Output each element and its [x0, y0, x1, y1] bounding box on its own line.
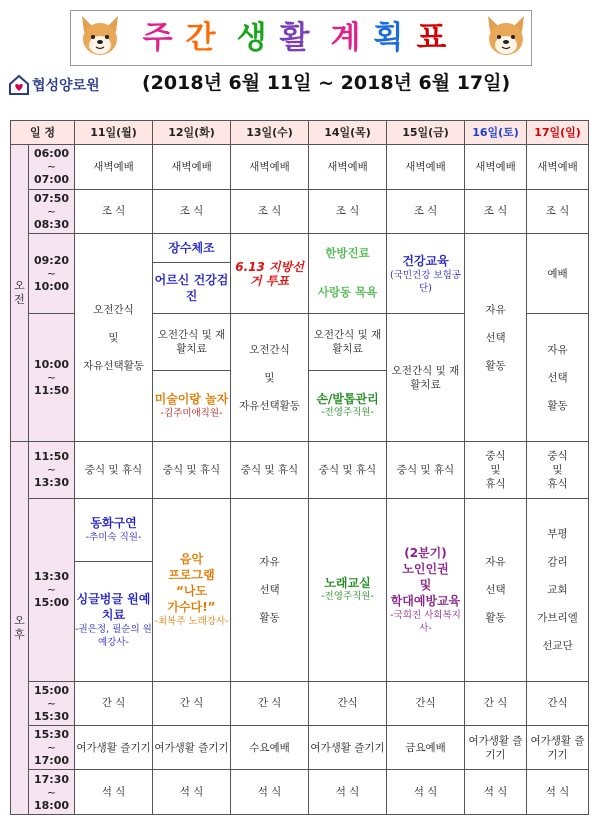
- cell-line: 프로그램: [168, 568, 215, 583]
- cell-line: 싱글벙글 원예치료: [76, 592, 151, 623]
- schedule-cell: 간식: [387, 681, 465, 725]
- cell-line: 활동: [547, 399, 568, 412]
- time-start: 13:30: [33, 570, 69, 584]
- weekly-schedule-table: [10, 120, 589, 815]
- schedule-period: (2018년 6월 11일 ~ 2018년 6월 17일): [142, 72, 511, 94]
- cell-line: 건강교육: [402, 253, 449, 268]
- schedule-cell: 6.13 지방선거 투표: [231, 234, 309, 314]
- house-heart-icon: [8, 74, 30, 96]
- time-end: 10:00: [33, 280, 69, 293]
- cell-block: [75, 499, 152, 561]
- title-char: 주: [142, 20, 186, 56]
- schedule-cell: 간 식: [153, 681, 231, 725]
- schedule-cell: [387, 234, 465, 314]
- schedule-cell: 새벽예배: [309, 145, 387, 189]
- schedule-cell: [231, 498, 309, 681]
- cell-line: 사랑동 목욕: [317, 284, 378, 299]
- cell-line: 자유: [485, 555, 506, 568]
- cell-line: 선택: [547, 371, 568, 384]
- time-end: 17:00: [33, 754, 69, 768]
- schedule-cell: [75, 234, 153, 442]
- cell-line: 가브리엘: [537, 611, 578, 624]
- time-tilde: ~: [46, 785, 57, 799]
- cell-line: 및: [264, 371, 275, 384]
- time-end: 07:00: [33, 173, 69, 187]
- schedule-cell: 여가생활 즐기기: [153, 726, 231, 770]
- schedule-cell: 오전간식 및 재활치료: [387, 313, 465, 441]
- schedule-cell: [309, 498, 387, 681]
- schedule-cell: 여가생활 즐기기: [465, 726, 527, 770]
- schedule-cell: 예배: [527, 234, 589, 314]
- schedule-cell: 석 식: [231, 770, 309, 815]
- day-header: 13일(수): [231, 121, 309, 145]
- schedule-cell: 석 식: [527, 770, 589, 815]
- cell-line: 교회: [547, 583, 568, 596]
- am-char: 전: [14, 293, 25, 307]
- cell-line: 선택: [485, 331, 506, 344]
- schedule-cell: 중식 및 휴식: [309, 442, 387, 499]
- title-char: 획: [373, 20, 417, 56]
- time-cell: [29, 145, 75, 189]
- cell-line: 학대예방교육: [390, 593, 461, 608]
- cell-line: -전영주직원-: [321, 591, 374, 603]
- title-char: 간: [185, 20, 229, 56]
- org-name: 협성양로원: [32, 78, 100, 94]
- cell-line: 선교단: [542, 639, 573, 652]
- cell-line: 가수다!”: [167, 600, 216, 615]
- schedule-cell: 새벽예배: [465, 145, 527, 189]
- time-cell: [29, 442, 75, 499]
- cell-line: 오전간식 및 재활치료: [313, 328, 382, 355]
- page-header: [0, 0, 600, 118]
- schedule-cell: 새벽예배: [527, 145, 589, 189]
- cell-line: 자유: [547, 343, 568, 356]
- cell-line: 선택: [485, 583, 506, 596]
- schedule-cell: [153, 498, 231, 681]
- corner-header: 일 정: [11, 121, 75, 145]
- cell-line: 자유선택활동: [83, 359, 144, 372]
- cell-line: 중식: [485, 449, 506, 462]
- page-title: [71, 11, 531, 65]
- pm-label: [11, 442, 29, 815]
- pm-char: 후: [14, 628, 25, 642]
- schedule-cell: 간 식: [75, 681, 153, 725]
- schedule-cell: 간 식: [465, 681, 527, 725]
- schedule-cell: 새벽예배: [75, 145, 153, 189]
- time-tilde: ~: [46, 267, 57, 280]
- schedule-cell: [465, 442, 527, 499]
- schedule-cell: 여가생활 즐기기: [309, 726, 387, 770]
- title-box: [70, 10, 532, 66]
- time-start: 11:50: [33, 450, 69, 464]
- schedule-cell: 간 식: [231, 681, 309, 725]
- schedule-cell: [231, 313, 309, 441]
- schedule-cell: [527, 313, 589, 441]
- am-char: 오: [14, 279, 25, 293]
- cell-line: 어르신 건강검진: [153, 262, 230, 312]
- title-char: 계: [330, 20, 374, 56]
- time-tilde: ~: [46, 696, 57, 710]
- cell-line: 동화구연: [90, 516, 137, 531]
- schedule-cell: 조 식: [309, 189, 387, 233]
- time-start: 07:50: [33, 191, 69, 205]
- cell-line: -전영주직원-: [321, 406, 374, 418]
- time-cell: [29, 189, 75, 233]
- cell-block: [75, 561, 152, 679]
- schedule-cell: [527, 498, 589, 681]
- cell-line: (2분기): [404, 545, 447, 560]
- schedule-cell: [309, 234, 387, 314]
- time-start: 10:00: [33, 358, 69, 372]
- cell-line: 활동: [259, 611, 280, 624]
- cell-line: -권은정, 필순의 원예강사-: [75, 624, 152, 649]
- time-end: 18:00: [33, 798, 69, 812]
- cell-line: 노인인권: [402, 561, 449, 576]
- cell-line: 선택: [259, 583, 280, 596]
- time-tilde: ~: [46, 463, 57, 477]
- day-header: 15일(금): [387, 121, 465, 145]
- time-start: 17:30: [33, 772, 69, 786]
- day-header-row: [11, 121, 589, 145]
- schedule-cell: 석 식: [309, 770, 387, 815]
- schedule-cell: 간식: [527, 681, 589, 725]
- cell-line: 장수체조: [168, 241, 215, 256]
- schedule-cell: 여가생활 즐기기: [527, 726, 589, 770]
- cell-line: 감리: [547, 555, 568, 568]
- schedule-cell: 조 식: [75, 189, 153, 233]
- cell-line: (국민건강 보험공단): [390, 269, 461, 294]
- time-cell: [29, 681, 75, 725]
- cell-line: -김주미애직원-: [160, 407, 223, 419]
- schedule-cell: 석 식: [75, 770, 153, 815]
- am-label: [11, 145, 29, 442]
- day-header: 17일(일): [527, 121, 589, 145]
- time-cell: [29, 726, 75, 770]
- time-end: 11:50: [33, 384, 69, 398]
- org-logo: [8, 74, 128, 96]
- schedule-cell: [153, 313, 231, 441]
- schedule-cell: [309, 313, 387, 441]
- cell-line: 노래교실: [324, 576, 371, 591]
- cell-line: 오전간식: [249, 343, 290, 356]
- cell-line: 자유선택활동: [239, 399, 300, 412]
- schedule-cell: [465, 498, 527, 681]
- day-header: 12일(화): [153, 121, 231, 145]
- cell-line: 부평: [547, 527, 568, 540]
- schedule-cell: [387, 498, 465, 681]
- time-start: 09:20: [33, 254, 69, 267]
- schedule-cell: 석 식: [465, 770, 527, 815]
- cell-line: 휴식: [485, 477, 506, 490]
- pm-char: 오: [14, 614, 25, 628]
- time-tilde: ~: [46, 583, 57, 597]
- schedule-cell: 조 식: [465, 189, 527, 233]
- schedule-cell: 석 식: [153, 770, 231, 815]
- dog-icon: [482, 12, 530, 60]
- time-tilde: ~: [46, 741, 57, 755]
- time-tilde: ~: [46, 160, 57, 174]
- title-char: 활: [279, 20, 323, 56]
- schedule-cell: 조 식: [231, 189, 309, 233]
- schedule-cell: 간식: [309, 681, 387, 725]
- cell-line: 오전간식 및 재활치료: [157, 328, 226, 355]
- time-end: 08:30: [33, 217, 69, 231]
- time-start: 15:30: [33, 728, 69, 742]
- time-end: 13:30: [33, 476, 69, 490]
- time-cell: [29, 234, 75, 314]
- schedule-cell: [75, 498, 153, 681]
- schedule-cell: [153, 234, 231, 314]
- title-char: 생: [236, 20, 280, 56]
- schedule-cell: 조 식: [527, 189, 589, 233]
- cell-line: “나도: [175, 584, 208, 599]
- time-cell: [29, 770, 75, 815]
- cell-line: 및: [490, 463, 501, 476]
- schedule-cell: 중식 및 휴식: [153, 442, 231, 499]
- schedule-cell: 금요예배: [387, 726, 465, 770]
- cell-line: 중식: [547, 449, 568, 462]
- time-tilde: ~: [46, 371, 57, 385]
- schedule-cell: 조 식: [153, 189, 231, 233]
- cell-line: -추미숙 직원-: [85, 532, 142, 544]
- cell-line: 및: [419, 577, 432, 592]
- title-char: 표: [416, 20, 460, 56]
- cell-line: 활동: [485, 359, 506, 372]
- cell-block: [153, 370, 230, 440]
- day-header: 16일(토): [465, 121, 527, 145]
- cell-line: 자유: [259, 555, 280, 568]
- schedule-cell: 수요예배: [231, 726, 309, 770]
- cell-line: 활동: [485, 611, 506, 624]
- day-header: 14일(목): [309, 121, 387, 145]
- schedule-cell: 새벽예배: [387, 145, 465, 189]
- schedule-cell: 중식 및 휴식: [387, 442, 465, 499]
- time-end: 15:30: [33, 709, 69, 723]
- cell-line: 오전간식: [93, 303, 134, 316]
- schedule-cell: 석 식: [387, 770, 465, 815]
- cell-block: [309, 370, 386, 440]
- cell-line: 음악: [179, 552, 204, 567]
- schedule-cell: [465, 234, 527, 442]
- time-start: 15:00: [33, 683, 69, 697]
- schedule-cell: 중식 및 휴식: [75, 442, 153, 499]
- cell-line: 손/발톱관리: [316, 391, 379, 406]
- schedule-cell: 새벽예배: [153, 145, 231, 189]
- cell-line: 휴식: [547, 477, 568, 490]
- time-cell: [29, 498, 75, 681]
- schedule-cell: 새벽예배: [231, 145, 309, 189]
- cell-line: 한방진료: [325, 246, 370, 261]
- time-start: 06:00: [33, 147, 69, 161]
- cell-line: -최복주 노래강사-: [154, 616, 229, 628]
- cell-line: 및: [108, 331, 119, 344]
- schedule-cell: [527, 442, 589, 499]
- schedule-cell: 조 식: [387, 189, 465, 233]
- day-header: 11일(월): [75, 121, 153, 145]
- time-cell: [29, 313, 75, 441]
- schedule-cell: 중식 및 휴식: [231, 442, 309, 499]
- dog-icon: [76, 12, 124, 60]
- time-end: 15:00: [33, 596, 69, 610]
- cell-line: 자유: [485, 303, 506, 316]
- cell-line: 및: [552, 463, 563, 476]
- cell-line: 미술이랑 놀자: [154, 391, 229, 406]
- schedule-cell: 여가생활 즐기기: [75, 726, 153, 770]
- cell-line: -국희진 사회복지사-: [390, 609, 461, 634]
- time-tilde: ~: [46, 204, 57, 218]
